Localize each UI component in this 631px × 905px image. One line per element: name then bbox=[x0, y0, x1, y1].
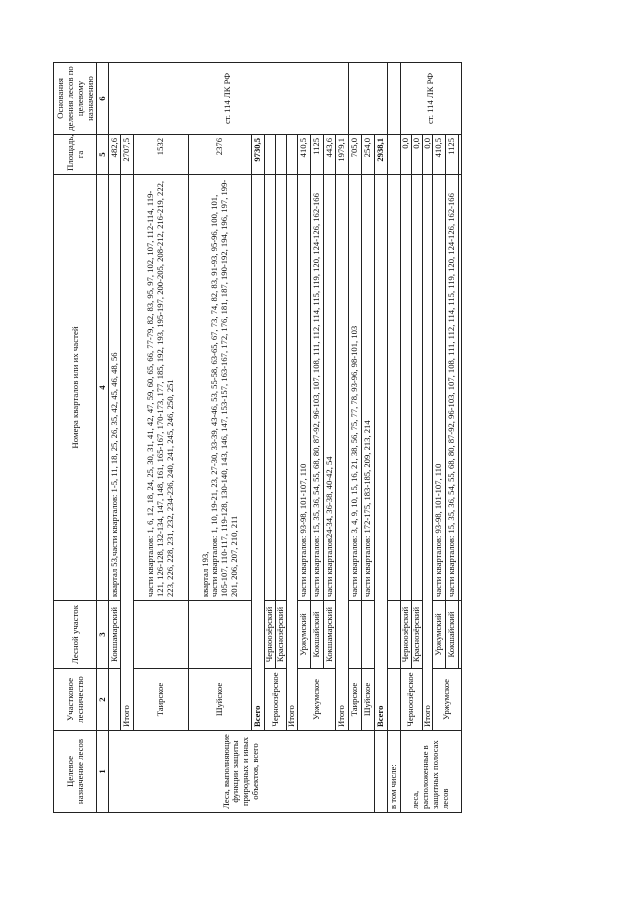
district-cell: Черноозёрское bbox=[400, 669, 422, 731]
purpose-cell bbox=[108, 731, 375, 813]
col-number: 1 bbox=[97, 731, 108, 813]
plot-cell: Уржумский bbox=[433, 601, 446, 669]
table-row bbox=[375, 63, 388, 813]
quarters-cell: части кварталов24-34, 36-38, 40-42, 54 bbox=[323, 175, 336, 601]
area-cell: 443,6 bbox=[323, 135, 336, 175]
subtotal-label: Итого bbox=[336, 175, 349, 731]
area-cell: 1125 bbox=[310, 135, 323, 175]
header-area: Площадь, га bbox=[54, 135, 97, 175]
subtotal-label: Итого bbox=[422, 175, 433, 731]
column-numbers-row bbox=[97, 63, 108, 813]
plot-cell: Черноозёрский bbox=[265, 601, 276, 669]
basis-cell: ст. 114 ЛК РФ bbox=[108, 63, 349, 135]
table-row bbox=[108, 63, 121, 813]
table-row bbox=[265, 63, 276, 813]
quarters-line: квартал 193, bbox=[199, 551, 210, 597]
quarters-cell: части кварталов: 93-98, 101-107, 110 bbox=[433, 175, 446, 601]
plot-cell: Кокшамарский bbox=[323, 601, 336, 669]
plot-cell: Кокшайский bbox=[310, 601, 323, 669]
district-cell: Шуйское bbox=[189, 669, 252, 731]
col-number: 6 bbox=[97, 63, 108, 135]
header-district: Участковое лесничество bbox=[54, 669, 97, 731]
table-row bbox=[189, 63, 252, 813]
area-cell: 410,5 bbox=[433, 135, 446, 175]
col-number: 5 bbox=[97, 135, 108, 175]
area-cell: 705,0 bbox=[349, 135, 362, 175]
plot-cell: Краснозёрский bbox=[411, 601, 422, 669]
plot-cell: Кокшайский bbox=[446, 601, 459, 669]
table-row bbox=[336, 63, 349, 813]
plot-cell: Уржумский bbox=[297, 601, 310, 669]
purpose-cell: леса, расположенные в защитных полосах лесов bbox=[400, 731, 461, 813]
quarters-cell: части кварталов: 1, 6, 12, 18, 24, 25, 30, 31, 41, 42, 47, 59, 60, 65, 66, 77-79, 82, 83, 95, 97, 102, 107, 112-114, 119-121, 126-128, 132-134, 147, 148, 161, 165-167, 170-173, 177, 185, 192, 193, 195-197, 200-205, 208-212, 216-219, 222, 223, 226, 228, 231, 232, 234-236, 240, 241, 245, 246, 250, 251 bbox=[134, 175, 189, 601]
quarters-cell bbox=[189, 175, 252, 601]
including-label: в том числе: bbox=[387, 731, 400, 813]
basis-cell: ст. 114 ЛК РФ bbox=[400, 63, 461, 135]
table-row bbox=[252, 63, 265, 813]
quarters-line: части кварталов: 1, 10, 19-21, 23, 27-30, 33-39, 43-46, 53, 55-58, 63-65, 67, 73, 74, 82, 83, 91-93, 95-96, 100, 101, 105-107, 110-117, 119-128, 130-140, 143, 146, 147, 153-157, 163-167, 172, 176, 181, 187, 190-192, 194, 196, 197, 199-201, 206, 207, 210, 211 bbox=[209, 179, 240, 597]
area-cell: 9730,5 bbox=[252, 135, 265, 175]
area-cell: 410,5 bbox=[297, 135, 310, 175]
district-cell: Черноозёрское bbox=[265, 669, 287, 731]
area-cell: 0,0 bbox=[422, 135, 433, 175]
area-cell: 0,0 bbox=[400, 135, 411, 175]
table-row bbox=[433, 63, 446, 813]
table-row bbox=[297, 63, 310, 813]
area-cell: 2707,5 bbox=[121, 135, 134, 175]
plot-cell: Краснозёрский bbox=[276, 601, 287, 669]
header-plot: Лесной участок bbox=[54, 601, 97, 669]
quarters-cell: квартал 53,части кварталов: 1-5, 11, 18, 25, 26, 35, 42, 45, 46, 48, 56 bbox=[108, 175, 121, 601]
table-row bbox=[422, 63, 433, 813]
subtotal-label: Итого bbox=[286, 175, 297, 731]
table-row bbox=[286, 63, 297, 813]
quarters-cell: части кварталов: 15, 35, 36, 54, 55, 68, 80, 87-92, 96-103, 107, 108, 111, 112, 114, 115, 119, 120, 124-126, 162-166 bbox=[310, 175, 323, 601]
district-cell: Уржумское bbox=[297, 669, 336, 731]
area-cell: 482,6 bbox=[108, 135, 121, 175]
district-cell: Уржумское bbox=[433, 669, 462, 731]
purpose-text: Леса, выполняющие функции защиты природных и иных объектов, всего bbox=[220, 734, 261, 809]
col-number: 4 bbox=[97, 175, 108, 601]
district-cell: Таирское bbox=[134, 669, 189, 731]
header-purpose: Целевое назначение лесов bbox=[54, 731, 97, 813]
col-number: 3 bbox=[97, 601, 108, 669]
area-cell: 1532 bbox=[134, 135, 189, 175]
total-label: Всего bbox=[375, 175, 388, 731]
area-cell: 1125 bbox=[446, 135, 459, 175]
area-cell: 2376 bbox=[189, 135, 252, 175]
table-row bbox=[387, 63, 400, 813]
area-cell: 1979,1 bbox=[336, 135, 349, 175]
col-number: 2 bbox=[97, 669, 108, 731]
header-row bbox=[54, 63, 97, 813]
plot-cell: Кокшамарский bbox=[108, 601, 121, 669]
table-row bbox=[349, 63, 362, 813]
plot-cell: Черноозёрский bbox=[400, 601, 411, 669]
district-cell: Шуйское bbox=[362, 669, 375, 731]
quarters-cell: части кварталов: 15, 35, 36, 54, 55, 68, 80, 87-92, 96-103, 107, 108, 111, 112, 114, 115, 119, 120, 124-126, 162-166 bbox=[446, 175, 459, 601]
quarters-cell: части кварталов: 3, 4, 9, 10, 15, 16, 21, 38, 56, 75, 77, 78, 93-96, 98-101, 103 bbox=[349, 175, 362, 601]
header-quarters: Номера кварталов или их частей bbox=[54, 175, 97, 601]
area-cell: 254,0 bbox=[362, 135, 375, 175]
area-cell: 0,0 bbox=[411, 135, 422, 175]
header-basis: Основания деления лесов по целевому назначению bbox=[54, 63, 97, 135]
total-label: Всего bbox=[252, 175, 265, 731]
forest-purpose-table bbox=[53, 62, 462, 813]
area-cell: 2938,1 bbox=[375, 135, 388, 175]
quarters-cell: части кварталов: 172-175, 183-185, 209, 213, 214 bbox=[362, 175, 375, 601]
quarters-cell: части кварталов: 93-98, 101-107, 110 bbox=[297, 175, 310, 601]
table-row bbox=[134, 63, 189, 813]
table-row bbox=[362, 63, 375, 813]
district-cell: Таирское bbox=[349, 669, 362, 731]
subtotal-label: Итого bbox=[121, 175, 134, 731]
table-row bbox=[400, 63, 411, 813]
table-row bbox=[121, 63, 134, 813]
